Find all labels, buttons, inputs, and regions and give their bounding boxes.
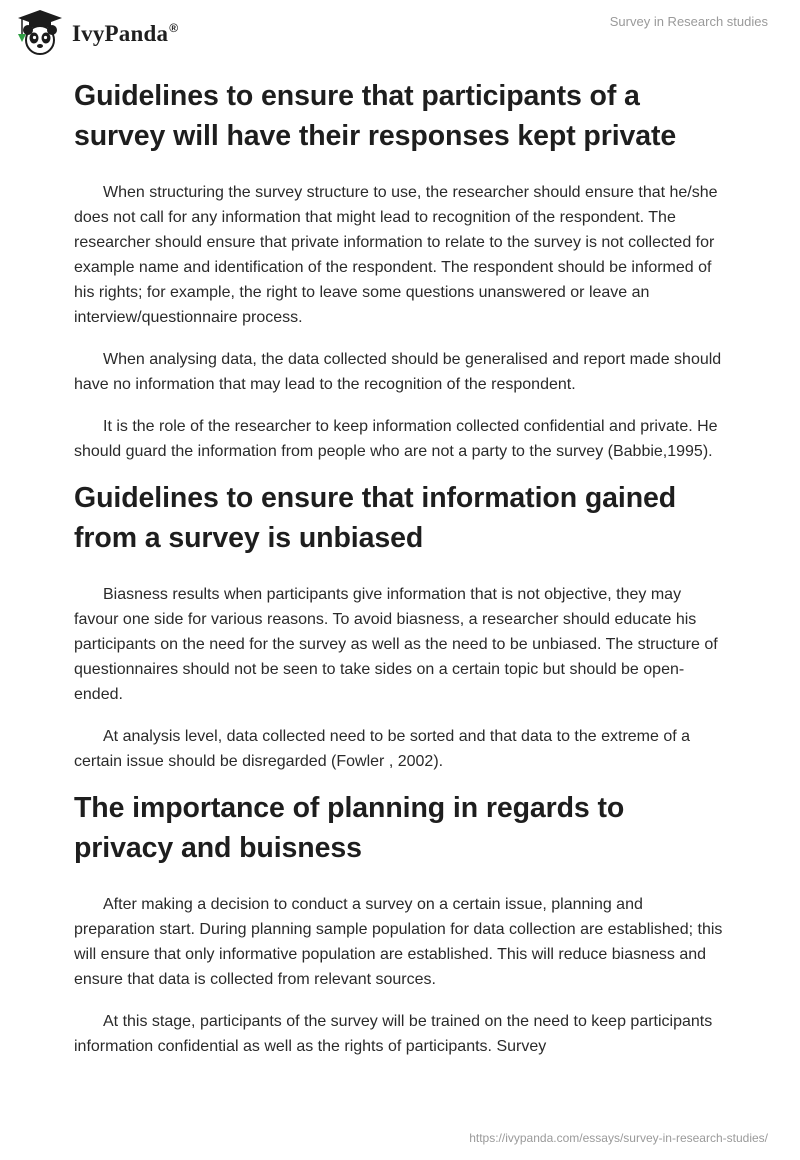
section-heading-unbiased: Guidelines to ensure that information gained from a survey is unbiased — [74, 482, 677, 554]
paragraph: Biasness results when participants give information that is not objective, they may favour one side for various reasons. To avoid biasness, a researcher should educate his participants on the need for the survey as well as the need to be unbiased. The structure of questionnaires should not be seen to take sides on a certain topic but should be open-ended. — [74, 586, 718, 703]
source-url-link[interactable]: https://ivypanda.com/essays/survey-in-research-studies/ — [469, 1131, 768, 1145]
paragraph: It is the role of the researcher to keep information collected confidential and private. He should guard the information from people who are not a party to the survey (Babbie,1995). — [74, 418, 718, 460]
panda-logo-icon — [14, 8, 66, 58]
paragraph: When structuring the survey structure to use, the researcher should ensure that he/she does not call for any information that might lead to recognition of the respondent. The researcher should ensure that private information to relate to the survey is not collected for example name and identification of the respondent. The respondent should be informed of his rights; for example, the right to leave some questions unanswered or leave an interview/questionnaire process. — [74, 184, 718, 326]
section-heading-planning: The importance of planning in regards to privacy and buisness — [74, 792, 625, 864]
page-header — [0, 0, 800, 70]
paragraph: After making a decision to conduct a survey on a certain issue, planning and preparation start. During planning sample population for data collection are established; this will ensure that only informative population are established. This will reduce biasness and ensure that data is collected from relevant sources. — [74, 896, 723, 988]
registered-mark: ® — [169, 21, 179, 36]
paragraph: At analysis level, data collected need to be sorted and that data to the extreme of a certain issue should be disregarded (Fowler , 2002). — [74, 728, 691, 770]
paragraph: At this stage, participants of the survey will be trained on the need to keep participants information confidential as well as the rights of participants. Survey — [74, 1013, 713, 1055]
article-body — [74, 72, 726, 1059]
paragraph: When analysing data, the data collected should be generalised and report made should have no information that may lead to the recognition of the respondent. — [74, 351, 722, 393]
brand-name: IvyPanda® — [72, 21, 179, 46]
logo-link[interactable] — [14, 8, 178, 58]
document-title: Survey in Research studies — [609, 14, 768, 29]
section-heading-privacy: Guidelines to ensure that participants of a survey will have their responses kept private — [74, 80, 677, 152]
